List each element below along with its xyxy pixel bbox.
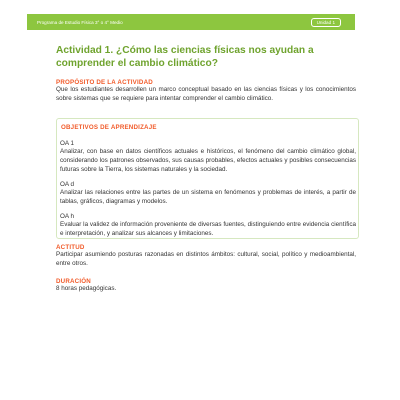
objective-id: OA d <box>60 181 75 188</box>
program-label: Programa de Estudio Física 3° o 4° Medio <box>37 19 123 25</box>
purpose-text: Que los estudiantes desarrollen un marco conceptual basado en las ciencias físicas y los conocimientos sobre sistemas que se requiere para intentar comprender el cambio climático. <box>56 86 356 102</box>
duration-text: 8 horas pedagógicas. <box>56 285 117 292</box>
attitude-heading: ACTITUD <box>56 244 85 251</box>
unit-badge: Unidad 1 <box>311 18 341 27</box>
activity-title: Actividad 1. ¿Cómo las ciencias físicas nos ayudan a comprender el cambio climático? <box>56 45 314 69</box>
objective-text: Analizar las relaciones entre las partes de un sistema en fenómenos y problemas de interés, a partir de tablas, gráficos, diagramas y modelos. <box>60 189 356 205</box>
objective-id: OA h <box>60 213 75 220</box>
header-band <box>27 14 355 30</box>
objectives-box <box>56 118 359 239</box>
objective-text: Analizar, con base en datos científicos actuales e históricos, el fenómeno del cambio climático global, considerando los patrones observados, sus causas probables, efectos actuales y posibles consecuencias futuras sobre la Tierra, los sistemas naturales y la sociedad. <box>60 148 356 173</box>
attitude-text: Participar asumiendo posturas razonadas en distintos ámbitos: cultural, social, político y medioambiental, entre otros. <box>56 251 356 267</box>
duration-heading: DURACIÓN <box>56 278 91 285</box>
objective-id: OA 1 <box>60 140 75 147</box>
objective-text: Evaluar la validez de información proveniente de diversas fuentes, distinguiendo entre evidencia científica e interpretación, y analizar sus alcances y limitaciones. <box>60 221 356 237</box>
purpose-heading: PROPÓSITO DE LA ACTIVIDAD <box>56 79 153 86</box>
objectives-heading: OBJETIVOS DE APRENDIZAJE <box>61 124 157 131</box>
